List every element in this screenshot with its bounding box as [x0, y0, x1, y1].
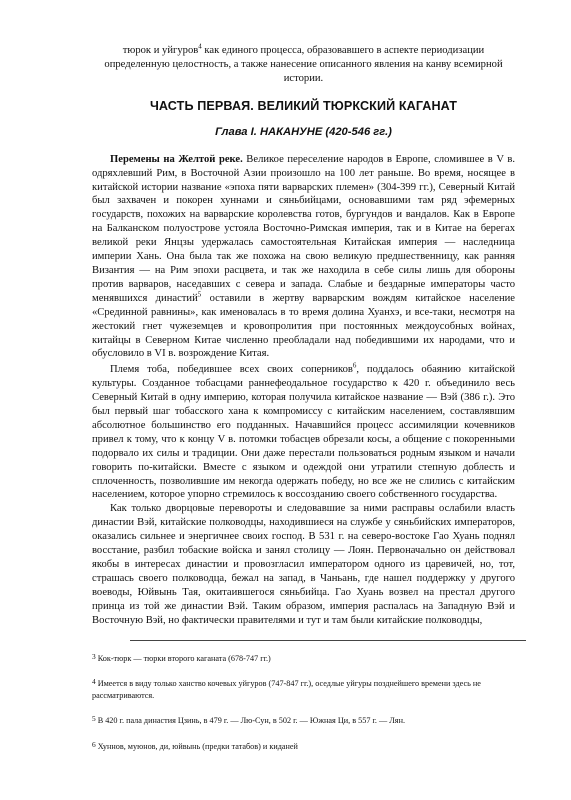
- footnotes: [92, 651, 515, 753]
- intro-text-start: тюрок и уйгуров: [122, 45, 199, 56]
- footnote-ref-4[interactable]: 4: [198, 42, 202, 51]
- paragraph-2-text-start: Племя тоба, победившее всех своих соперников: [110, 364, 353, 376]
- footnote-ref-5[interactable]: 5: [197, 290, 202, 299]
- footnote-divider: [130, 640, 526, 641]
- intro-text-end: как единого процесса, образовавшего в аспекте периодизации определенную целостность, а также нанесение описанного явления на канву всемирной истории.: [104, 45, 503, 84]
- footnote-number: 6: [92, 739, 96, 749]
- paragraph-1: [92, 153, 515, 362]
- paragraph-1-text-start: Великое переселение народов в Европе, сломившее в V в. одряхлевший Рим, в Восточной Азии произошло на 100 лет раньше. Во время, носящее в китайской истории название «эпоха пяти варварских племен» (304-399 гг.), Северный Китай был захвачен и покорен хуннами и сяньбийцами, основавшими там ряд эфемерных государств, похожих на варварские королевства готов, бургундов и вандалов. Как в Европе на Балканском полуострове устояла Восточно-Римская империя, так и в Китае на берегах великой реки Янцзы удержалась самостоятельная Китайская империя — наследница империи Хань. Она была так же похожа на свою великую предшественницу, как ранняя Византия — на Рим эпохи расцвета, и так же находила в себе силы лишь для обороны против варваров, наседавших с севера и запада. Слабые и бездарные императоры часто менявшихся династий: [92, 153, 516, 304]
- footnote-text: В 420 г. пала династия Цзинь, в 479 г. — Лю-Сун, в 502 г. — Южная Ци, в 557 г. — Лян.: [97, 716, 405, 726]
- chapter-heading: Глава I. НАКАНУНЕ (420-546 гг.): [215, 125, 392, 138]
- section-title: Перемены на Желтой реке.: [110, 153, 243, 165]
- footnote-text: Кок-тюрк — тюрки второго каганата (678-747 гг.): [97, 653, 271, 663]
- paragraph-2-text-end: , поддалось обаянию китайской культуры. Созданное тобасцами раннефеодальное государство к 420 г. объединило весь Северный Китай в одну империю, которая получила китайское название — Вэй (386 г.). Это был первый шаг тобасского хана к компромиссу с китайским населением, составлявшим абсолютное большинство его подданных. Начавшийся процесс ассимиляции кочевников привел к тому, что к концу V в. потомки тобасцев обрезали косы, а общение с покоренными подорвало их силы и традиции. Они даже перестали пользоваться родным языком и начали говорить по-китайски. Вместе с языком и одеждой они утратили степную доблесть и сплоченность, позволившие им некогда одержать победу, но все же не слились с китайским населением, которое упорно стремилось к воссозданию своего собственного государства.: [92, 364, 515, 501]
- footnote-number: 4: [92, 677, 96, 687]
- footnote-5: [92, 713, 515, 727]
- footnote-ref-6[interactable]: 6: [352, 361, 357, 370]
- footnote-number: 5: [92, 714, 96, 724]
- paragraph-1-text-end: оставили в жертву варварским вождям китайское население «Срединной равнины», как именовалась в то время долина Хуанхэ, и все-таки, несмотря на жестокий гнет чужеземцев и кровопролития при постоянных междоусобных войнах, китайцы в Северном Китае численно преобладали над победившими их народами, что и обусловило в VI в. возрождение Китая.: [92, 292, 516, 360]
- footnote-4: [92, 676, 515, 701]
- paragraph-3: Как только дворцовые перевороты и следовавшие за ними расправы ослабили власть династии Вэй, китайские полководцы, находившиеся на службе у сяньбийских императоров, оказались сильнее и энергичнее своих господ. В 531 г. на северо-востоке Гао Хуань поднял восстание, разбил тобаские войска и занял столицу — Лоян. Первоначально он действовал якобы в интересах династии и провозгласил императором одного из царевичей, но, тот, страшась своего полководца, бежал на запад, в Чаньань, где нашел поддержку у другого воеводы, Юйвынь Тая, окитаившегося сяньбийца. Гао Хуань возвел на престал другого принца из той же династии Вэй. Таким образом, империя распалась на Западную Вэй и Восточную Вэй, но фактически правителями и тут и там были китайские полководцы,: [92, 503, 515, 626]
- footnote-6: [92, 739, 515, 753]
- footnote-text: Имеется в виду только ханство кочевых уйгуров (747-847 гг.), оседлые уйгуры позднейшего времени здесь не рассматриваются.: [92, 679, 481, 700]
- intro-paragraph: [92, 44, 515, 86]
- footnote-3: [92, 651, 515, 665]
- footnote-number: 3: [92, 651, 96, 661]
- footnote-text: Хуннов, муюнов, ди, юйвынь (предки татабов) и киданей: [97, 741, 298, 751]
- part-heading: ЧАСТЬ ПЕРВАЯ. ВЕЛИКИЙ ТЮРКСКИЙ КАГАНАТ: [149, 98, 458, 113]
- paragraph-2: [92, 363, 515, 502]
